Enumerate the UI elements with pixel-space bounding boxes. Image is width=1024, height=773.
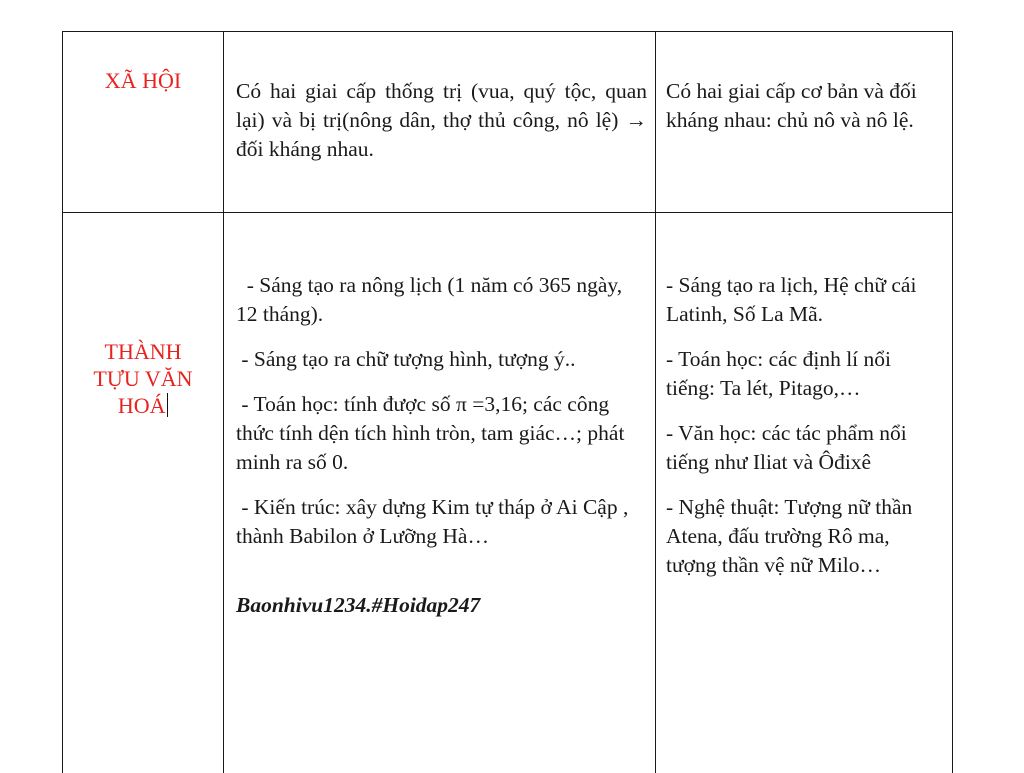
row-label-cell[interactable] xyxy=(63,213,224,773)
row-label-culture xyxy=(63,338,223,419)
western-cell[interactable] xyxy=(656,213,953,773)
list-item: - Nghệ thuật: Tượng nữ thần Atena, đấu trường Rô ma, tượng thần vệ nữ Milo… xyxy=(666,493,944,580)
comparison-table xyxy=(62,31,953,773)
eastern-cell[interactable] xyxy=(224,213,656,773)
label-line: TỰU VĂN xyxy=(63,365,223,392)
table-row-culture xyxy=(63,213,953,773)
label-line-text: HOÁ xyxy=(118,393,166,418)
list-item: - Văn học: các tác phẩm nổi tiếng như Iliat và Ôđixê xyxy=(666,419,944,477)
list-item: - Toán học: tính được số π =3,16; các công thức tính dện tích hình tròn, tam giác…; phát minh ra số 0. xyxy=(236,390,645,477)
row-label-cell[interactable] xyxy=(63,32,224,213)
label-line: THÀNH xyxy=(63,338,223,365)
text-cursor xyxy=(167,393,169,417)
list-item: - Kiến trúc: xây dựng Kim tự tháp ở Ai Cập , thành Babilon ở Lưỡng Hà… xyxy=(236,493,645,551)
western-culture-text xyxy=(656,213,952,580)
list-item: - Toán học: các định lí nổi tiếng: Ta lét, Pitago,… xyxy=(666,345,944,403)
author-signature: Baonhivu1234.#Hoidap247 xyxy=(236,591,645,620)
label-line xyxy=(63,392,223,419)
table-row-society xyxy=(63,32,953,213)
eastern-culture-text xyxy=(224,213,655,620)
western-cell[interactable] xyxy=(656,32,953,213)
western-society-text: Có hai giai cấp cơ bản và đối kháng nhau: chủ nô và nô lệ. xyxy=(656,32,952,135)
list-item: - Sáng tạo ra lịch, Hệ chữ cái Latinh, Số La Mã. xyxy=(666,271,944,329)
list-item: - Sáng tạo ra nông lịch (1 năm có 365 ngày, 12 tháng). xyxy=(236,271,645,329)
list-item: - Sáng tạo ra chữ tượng hình, tượng ý.. xyxy=(236,345,645,374)
eastern-society-text: Có hai giai cấp thống trị (vua, quý tộc, quan lại) và bị trị(nông dân, thợ thủ công, nô lệ) → đối kháng nhau. xyxy=(224,32,655,164)
row-label-society: XÃ HỘI xyxy=(63,32,223,94)
eastern-cell[interactable] xyxy=(224,32,656,213)
